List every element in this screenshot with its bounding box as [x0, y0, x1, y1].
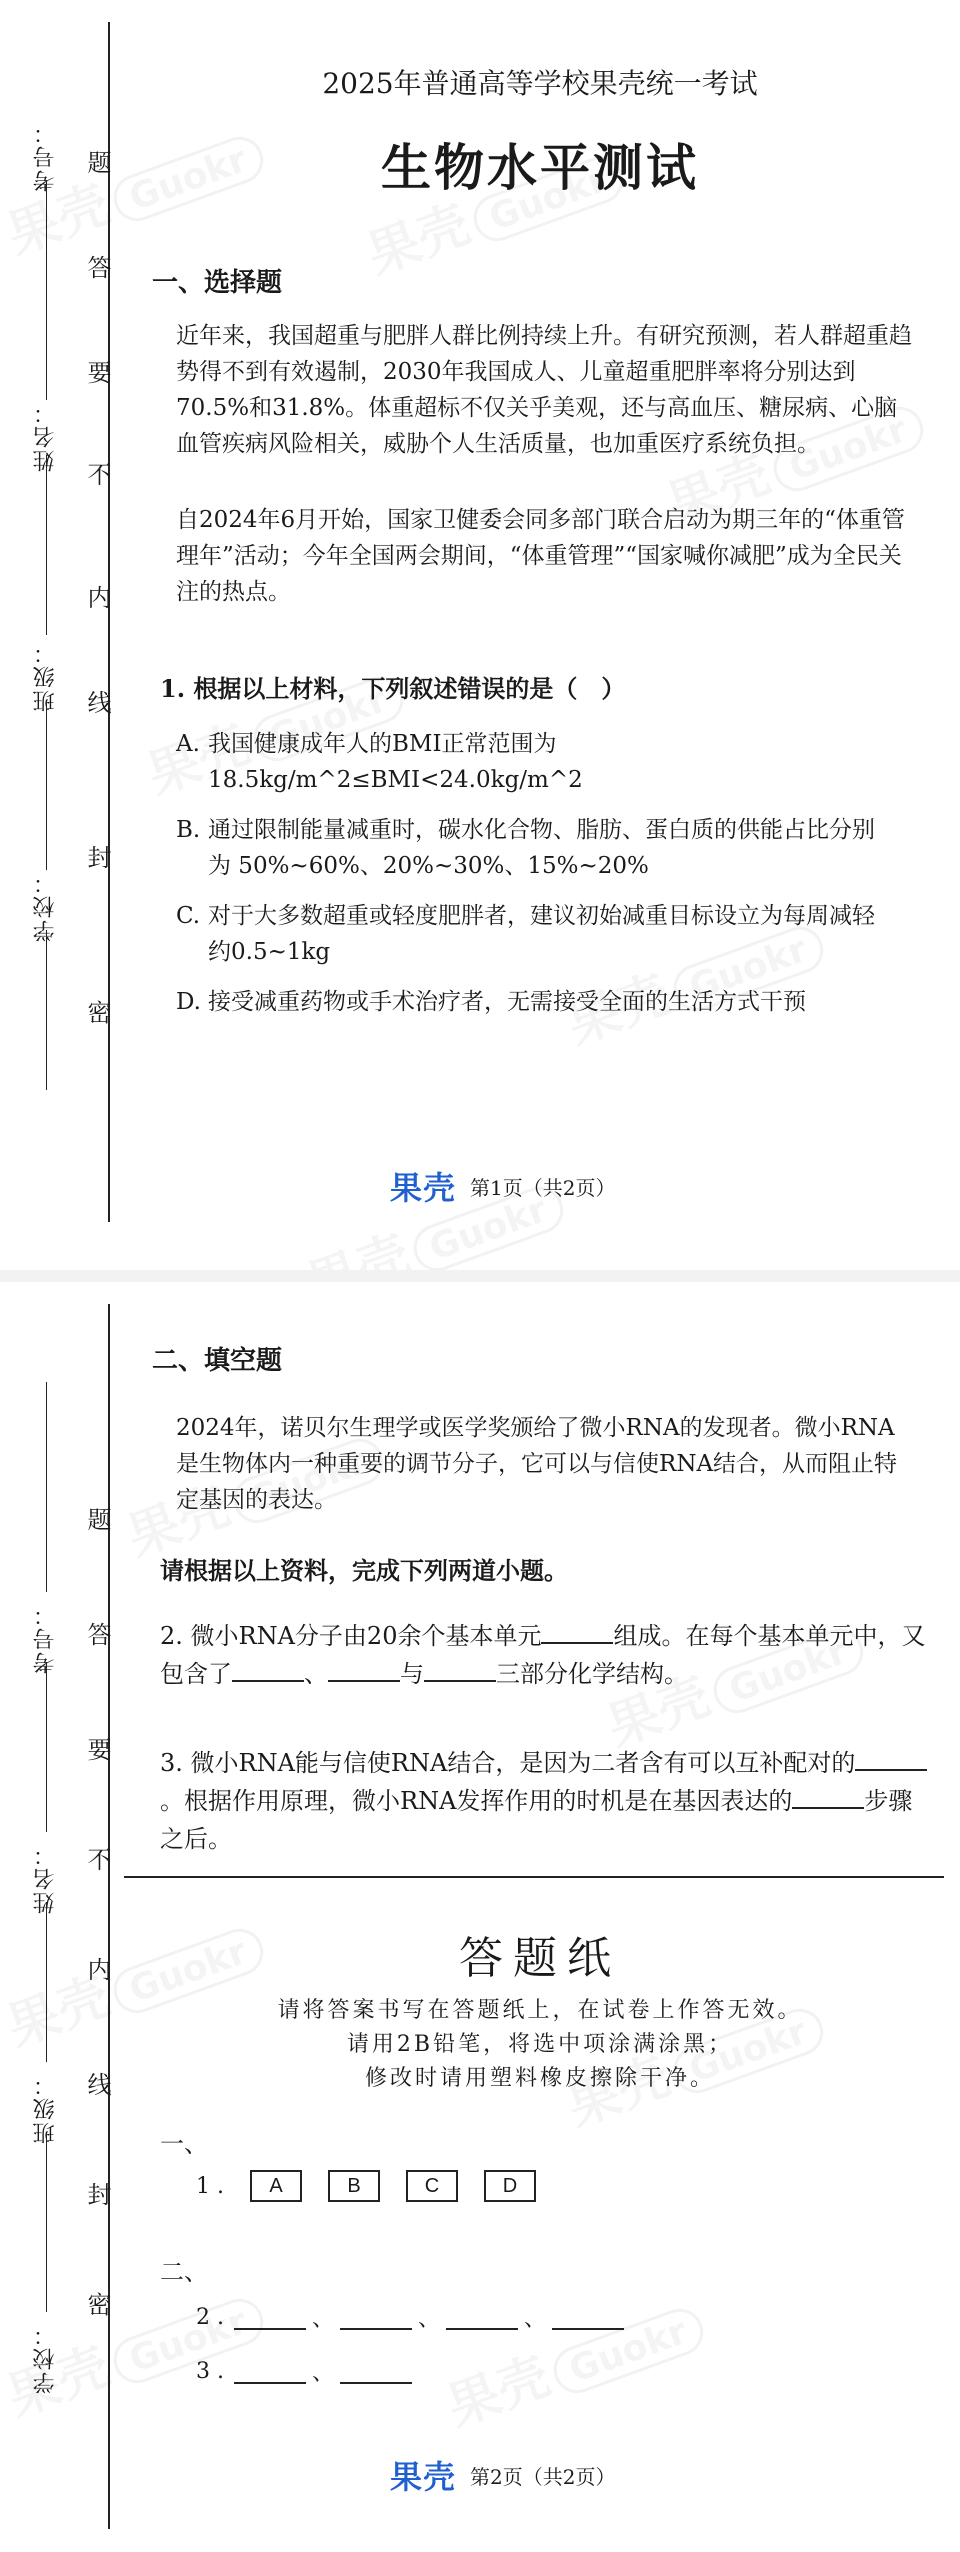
binding-line	[108, 22, 110, 1222]
answer-sheet-instruction: 请用2B铅笔，将选中项涂满涂黑；	[346, 2032, 734, 2057]
school-blank[interactable]	[46, 2132, 47, 2312]
seal-char: 不	[83, 462, 111, 486]
answer-blank[interactable]	[446, 2306, 518, 2330]
seal-char: 内	[83, 585, 111, 609]
answer-sheet-instruction: 修改时请用塑料橡皮擦除干净。	[364, 2066, 715, 2091]
seal-char: 密	[83, 1000, 111, 1024]
page-number: 第2页（共2页）	[470, 2464, 616, 2489]
seal-char: 不	[83, 1847, 111, 1871]
seal-char: 封	[83, 845, 111, 869]
seal-char: 要	[83, 360, 111, 384]
seal-char: 密	[83, 2292, 111, 2316]
binding-line	[108, 1304, 110, 2529]
answer-section-1: 一、	[160, 2130, 208, 2158]
answer-row-1: 1 . A B C D	[196, 2170, 536, 2202]
answer-blank[interactable]	[541, 1618, 613, 1644]
name-field[interactable]: 姓名：	[33, 400, 58, 472]
subject-title: 生物水平测试	[381, 138, 699, 197]
answer-blank[interactable]	[328, 1656, 400, 1682]
exam-page-1	[0, 0, 960, 1270]
passage-paragraph: 近年来，我国超重与肥胖人群比例持续上升。有研究预测，若人群超重趋势得不到有效遏制，2030年我国成人、儿童超重肥胖率将分别达到70.5%和31.8%。体重超标不仅关乎美观，还与高血压、糖尿病、心脑血管疾病风险相关，威胁个人生活质量，也加重医疗系统负担。	[176, 323, 912, 457]
section-title-fill: 二、填空题	[152, 1346, 283, 1376]
option-b[interactable]: B. 通过限制能量减重时，碳水化合物、脂肪、蛋白质的供能占比分别为 50%~60%、20%~30%、15%~20%	[176, 817, 875, 879]
option-a[interactable]: A. 我国健康成年人的BMI正常范围为18.5kg/m^2≤BMI<24.0kg/m^2	[176, 731, 583, 793]
exam-number-field[interactable]: 考号：	[33, 120, 58, 192]
name-blank[interactable]	[46, 1662, 47, 1832]
seal-char: 内	[83, 1957, 111, 1981]
class-blank[interactable]	[46, 700, 47, 870]
answer-sheet-title: 答题纸	[459, 1933, 621, 1984]
name-blank[interactable]	[46, 455, 47, 635]
answer-blank[interactable]	[855, 1745, 927, 1771]
page-separator	[0, 1270, 960, 1282]
seal-char: 题	[83, 150, 111, 174]
page-footer	[390, 1163, 690, 1209]
school-field[interactable]: 学校：	[33, 2322, 58, 2394]
seal-char: 答	[83, 1622, 111, 1646]
passage-paragraph: 2024年，诺贝尔生理学或医学奖颁给了微小RNA的发现者。微小RNA是生物体内一种重要的调节分子，它可以与信使RNA结合，从而阻止特定基因的表达。	[176, 1415, 898, 1513]
answer-row-2: 2 . 、 、 、	[196, 2302, 624, 2333]
page-footer	[390, 2452, 690, 2498]
passage-paragraph: 自2024年6月开始，国家卫健委会同多部门联合启动为期三年的“体重管理年”活动；今年全国两会期间，“体重管理”“国家喊你减肥”成为全民关注的热点。	[176, 507, 905, 605]
exam-number-blank[interactable]	[46, 180, 47, 400]
answer-blank[interactable]	[792, 1783, 864, 1809]
divider	[124, 1876, 944, 1878]
answer-blank[interactable]	[234, 2360, 306, 2384]
seal-char: 线	[83, 690, 111, 714]
choice-box-c[interactable]: C	[406, 2170, 458, 2202]
class-field[interactable]: 班级：	[33, 2072, 58, 2144]
answer-blank[interactable]	[424, 1656, 496, 1682]
seal-char: 要	[83, 1737, 111, 1761]
seal-char: 封	[83, 2182, 111, 2206]
answer-blank[interactable]	[234, 2306, 306, 2330]
section-title-choice: 一、选择题	[152, 268, 283, 298]
instruction: 请根据以上资料，完成下列两道小题。	[160, 1556, 568, 1585]
exam-title: 2025年普通高等学校果壳统一考试	[322, 67, 758, 100]
guokr-logo: 果壳	[390, 2458, 457, 2496]
school-field[interactable]: 学校：	[33, 870, 58, 942]
guokr-logo: 果壳	[390, 1169, 457, 1207]
option-c[interactable]: C. 对于大多数超重或轻度肥胖者，建议初始减重目标设立为每周减轻约0.5~1kg	[176, 903, 875, 965]
choice-box-d[interactable]: D	[484, 2170, 536, 2202]
seal-char: 答	[83, 255, 111, 279]
answer-row-3: 3 . 、	[196, 2356, 412, 2387]
option-d[interactable]: D. 接受减重药物或手术治疗者，无需接受全面的生活方式干预	[176, 989, 806, 1015]
seal-char: 题	[83, 1507, 111, 1531]
question-2: 2. 微小RNA分子由20余个基本单元 组成。在每个基本单元中，又包含了 、 与 三部分化学结构。	[160, 1617, 930, 1693]
seal-char: 线	[83, 2072, 111, 2096]
exam-number-field[interactable]: 考号：	[33, 1602, 58, 1674]
choice-box-a[interactable]: A	[250, 2170, 302, 2202]
class-blank[interactable]	[46, 1902, 47, 2062]
school-blank[interactable]	[46, 930, 47, 1090]
answer-blank[interactable]	[340, 2360, 412, 2384]
page-number: 第1页（共2页）	[470, 1175, 616, 1200]
class-field[interactable]: 班级：	[33, 640, 58, 712]
exam-number-blank[interactable]	[46, 1382, 47, 1592]
exam-page-2	[0, 1282, 960, 2552]
question-1: 1. 根据以上材料，下列叙述错误的是（ ）	[160, 674, 626, 703]
choice-box-b[interactable]: B	[328, 2170, 380, 2202]
answer-blank[interactable]	[340, 2306, 412, 2330]
answer-section-2: 二、	[160, 2258, 208, 2286]
question-3: 3. 微小RNA能与信使RNA结合，是因为二者含有可以互补配对的。根据作用原理，微小RNA发挥作用的时机是在基因表达的 步骤之后。	[160, 1744, 930, 1858]
name-field[interactable]: 姓名：	[33, 1842, 58, 1914]
answer-blank[interactable]	[552, 2306, 624, 2330]
answer-blank[interactable]	[232, 1656, 304, 1682]
answer-sheet-instruction: 请将答案书写在答题纸上，在试卷上作答无效。	[277, 1998, 803, 2023]
